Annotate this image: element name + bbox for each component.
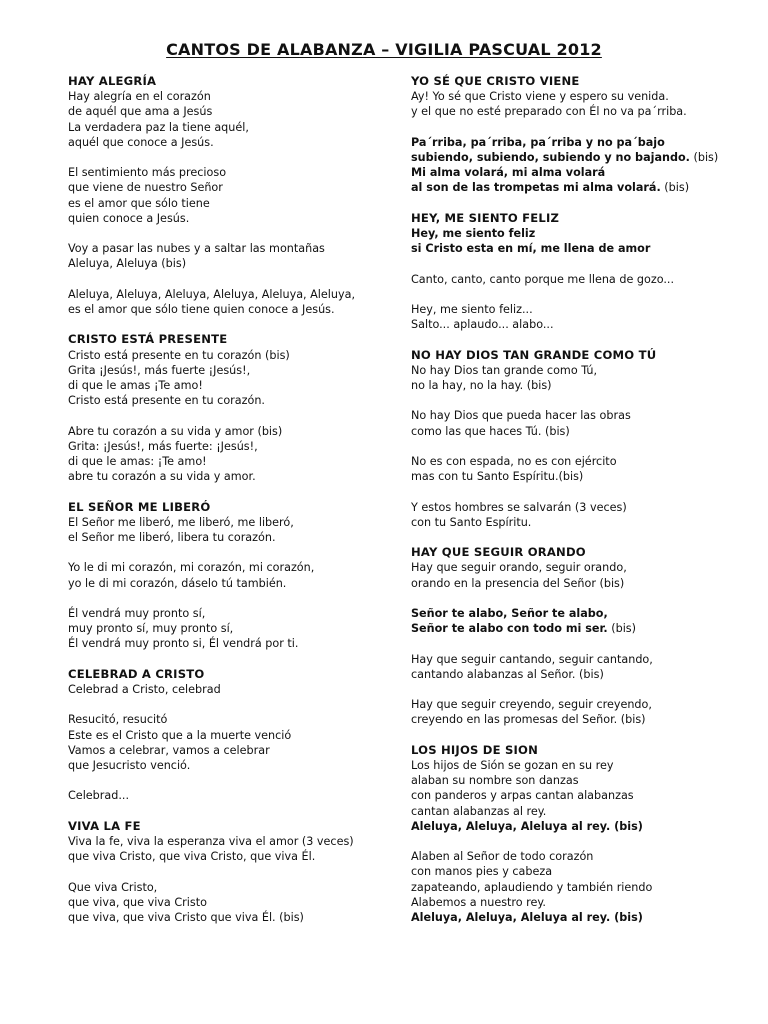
stanza [68,560,388,590]
lyric-line: Alabemos a nuestro rey. [411,895,546,909]
lyric-line: cantan alabanzas al rey. [411,804,547,818]
stanza [411,606,731,636]
lyric-line: Cristo está presente en tu corazón (bis) [68,348,290,362]
song-title: CELEBRAD A CRISTO [68,666,205,681]
lyric-line: yo le di mi corazón, dáselo tú también. [68,576,287,590]
lyric-line: El sentimiento más precioso [68,166,227,180]
stanza [68,165,388,226]
stanza [68,89,388,150]
lyric-line: que viva, que viva Cristo [68,895,207,909]
stanza [411,454,731,484]
stanza [68,348,388,409]
song [68,74,388,317]
song-title: HAY QUE SEGUIR ORANDO [411,545,586,560]
lyric-line: Y estos hombres se salvarán (3 veces) [411,500,627,514]
song-title: VIVA LA FE [68,818,141,833]
stanza [411,408,731,438]
lyric-line: Abre tu corazón a su vida y amor (bis) [68,424,283,438]
stanza [68,515,388,545]
lyric-line: Canto, canto, canto porque me llena de gozo... [411,272,675,286]
stanza [68,241,388,271]
lyric-line: Hay que seguir creyendo, seguir creyendo, [411,698,652,712]
lyric-line: Señor te alabo con todo mi ser. (bis) [411,622,636,636]
lyric-line: Voy a pasar las nubes y a saltar las montañas [68,242,325,256]
lyric-line: Hay que seguir orando, seguir orando, [411,561,627,575]
stanza [411,226,731,256]
stanza [68,880,388,926]
lyric-line: abre tu corazón a su vida y amor. [68,470,256,484]
lyric-line: Los hijos de Sión se gozan en su rey [411,758,614,772]
song [68,332,388,484]
left-column [68,74,388,940]
song [411,545,731,727]
lyric-line: di que le amas: ¡Te amo! [68,455,207,468]
stanza [68,606,388,652]
lyric-line: subiendo, subiendo, subiendo y no bajando. (bis) [411,151,719,164]
lyric-line: Salto... aplaudo... alabo... [411,318,554,332]
lyric-line: con manos pies y cabeza [411,865,553,879]
song [411,211,731,333]
lyric-line: alaban su nombre son danzas [411,774,579,788]
stanza [68,287,388,317]
lyric-line: No hay Dios que pueda hacer las obras [411,409,631,423]
song [68,819,388,925]
lyric-line: al son de las trompetas mi alma volará. (bis) [411,181,690,195]
lyric-line: con tu Santo Espíritu. [411,515,532,529]
lyric-line: di que le amas ¡Te amo! [68,379,203,392]
lyric-line: Aleluya, Aleluya, Aleluya, Aleluya, Aleluya, Aleluya, [68,287,356,301]
lyric-line: El Señor me liberó, me liberó, me liberó, [68,515,294,529]
lyric-line: es el amor que sólo tiene quien conoce a Jesús. [68,303,335,316]
song [411,348,731,530]
lyric-line: La verdadera paz la tiene aquél, [68,120,249,134]
lyric-line: Que viva Cristo, [68,880,158,894]
stanza [411,500,731,530]
stanza [411,89,731,119]
lyric-line: mas con tu Santo Espíritu.(bis) [411,470,584,484]
lyric-line: Cristo está presente en tu corazón. [68,394,265,408]
stanza [411,849,731,925]
stanza [411,135,731,196]
stanza [68,834,388,864]
lyric-line: No es con espada, no es con ejército [411,454,617,468]
song-title: NO HAY DIOS TAN GRANDE COMO TÚ [411,347,657,362]
lyric-line: Aleluya, Aleluya, Aleluya al rey. (bis) [411,910,643,924]
lyric-line: como las que haces Tú. (bis) [411,424,570,438]
lyric-line: si Cristo esta en mí, me llena de amor [411,242,651,256]
lyric-line: no la hay, no la hay. (bis) [411,378,552,392]
lyric-line: que viva Cristo, que viva Cristo, que viva Él. [68,850,316,864]
right-column [411,74,731,940]
stanza [68,424,388,485]
stanza [68,682,388,697]
lyric-line: Pa´rriba, pa´rriba, pa´rriba y no pa´bajo [411,135,665,149]
stanza [411,272,731,287]
lyric-line: Ay! Yo sé que Cristo viene y espero su venida. [411,90,669,104]
lyric-line: y el que no esté preparado con Él no va pa´rriba. [411,105,687,119]
song [68,500,388,652]
lyric-line: Aleluya, Aleluya, Aleluya al rey. (bis) [411,819,643,833]
lyric-line: Alaben al Señor de todo corazón [411,850,594,864]
lyric-line: Mi alma volará, mi alma volará [411,166,606,180]
lyric-line: orando en la presencia del Señor (bis) [411,576,625,590]
stanza [68,788,388,803]
stanza [411,652,731,682]
stanza [411,758,731,834]
lyric-line: Grita ¡Jesús!, más fuerte ¡Jesús!, [68,363,251,377]
lyric-line: que viva, que viva Cristo que viva Él. (bis) [68,910,304,924]
lyric-line: Hay alegría en el corazón [68,90,211,104]
stanza [411,302,731,332]
lyric-line: zapateando, aplaudiendo y también riendo [411,880,653,894]
lyric-line: Resucitó, resucitó [68,713,168,727]
lyric-line: de aquél que ama a Jesús [68,105,213,119]
lyric-line: con panderos y arpas cantan alabanzas [411,789,634,803]
lyric-line: Vamos a celebrar, vamos a celebrar [68,743,270,757]
song [68,667,388,804]
lyric-line: quien conoce a Jesús. [68,211,190,225]
lyric-line: Viva la fe, viva la esperanza viva el amor (3 veces) [68,834,354,848]
song [411,74,731,196]
lyric-line: el Señor me liberó, libera tu corazón. [68,531,276,544]
song-title: YO SÉ QUE CRISTO VIENE [411,74,580,88]
lyric-line: Celebrad a Cristo, celebrad [68,682,221,696]
page-title: CANTOS DE ALABANZA – VIGILIA PASCUAL 2012 [166,40,602,59]
song-title: CRISTO ESTÁ PRESENTE [68,332,228,347]
lyric-line: aquél que conoce a Jesús. [68,135,214,149]
lyric-line: cantando alabanzas al Señor. (bis) [411,667,604,681]
lyric-line: Él vendrá muy pronto sí, [68,606,206,620]
lyric-line: Grita: ¡Jesús!, más fuerte: ¡Jesús!, [68,439,258,453]
lyric-line: que viene de nuestro Señor [68,181,223,195]
lyric-line: Hey, me siento feliz [411,227,536,240]
stanza [411,560,731,590]
lyric-line: Celebrad... [68,789,130,803]
song [411,743,731,925]
lyric-line: Yo le di mi corazón, mi corazón, mi corazón, [68,561,315,575]
lyric-line: Hay que seguir cantando, seguir cantando, [411,652,653,666]
lyric-line: es el amor que sólo tiene [68,196,210,210]
song-title: EL SEÑOR ME LIBERÓ [68,499,211,514]
lyric-line: creyendo en las promesas del Señor. (bis) [411,713,646,727]
repeat-marker: (bis) [607,622,636,636]
song-title: HEY, ME SIENTO FELIZ [411,210,560,225]
lyric-line: Este es el Cristo que a la muerte venció [68,728,292,742]
lyric-line: Él vendrá muy pronto si, Él vendrá por ti. [68,637,299,651]
lyric-line: Hey, me siento feliz... [411,302,533,316]
lyric-line: Señor te alabo, Señor te alabo, [411,606,608,620]
stanza [411,697,731,727]
repeat-marker: (bis) [660,181,690,195]
repeat-marker: (bis) [689,151,719,164]
song-title: LOS HIJOS DE SION [411,742,538,757]
stanza [68,712,388,773]
lyric-line: Aleluya, Aleluya (bis) [68,257,187,271]
lyric-line: No hay Dios tan grande como Tú, [411,363,597,377]
stanza [411,363,731,393]
song-title: HAY ALEGRÍA [68,74,157,88]
lyric-line: que Jesucristo venció. [68,758,191,772]
lyric-line: muy pronto sí, muy pronto sí, [68,622,234,636]
